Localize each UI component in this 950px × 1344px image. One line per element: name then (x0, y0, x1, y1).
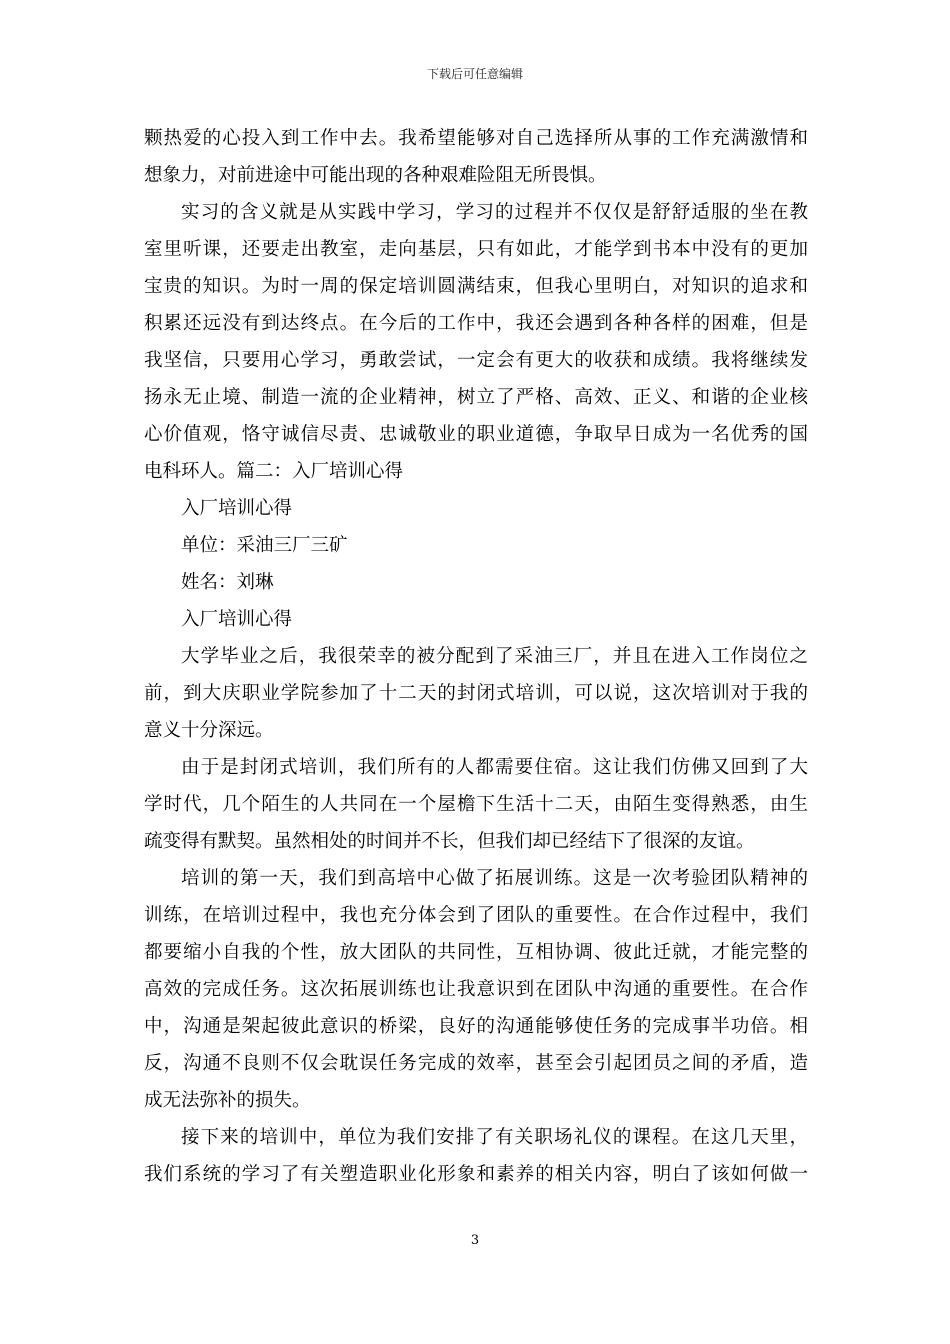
text-line: 颗热爱的心投入到工作中去。我希望能够对自己选择所从事的工作充满激情和 (144, 128, 808, 149)
text-line: 反，沟通不良则不仅会耽误任务完成的效率，甚至会引起团员之间的矛盾，造 (144, 1053, 808, 1074)
text-line: 心价值观，恪守诚信尽责、忠诚敬业的职业道德，争取早日成为一名优秀的国 (144, 424, 808, 445)
text-line: 培训的第一天，我们到高培中心做了拓展训练。这是一次考验团队精神的 (181, 868, 808, 889)
text-line: 实习的含义就是从实践中学习，学习的过程并不仅仅是舒舒适服的坐在教 (181, 202, 808, 223)
text-line: 我坚信，只要用心学习，勇敢尝试，一定会有更大的收获和成绩。我将继续发 (144, 350, 808, 371)
text-line: 高效的完成任务。这次拓展训练也让我意识到在团队中沟通的重要性。在合作 (144, 979, 808, 1000)
text-line: 单位：采油三厂三矿 (181, 535, 348, 556)
document-body (144, 120, 808, 1193)
text-line: 姓名：刘琳 (181, 572, 274, 593)
page-header: 下载后可任意编辑 (426, 67, 523, 81)
text-line: 前，到大庆职业学院参加了十二天的封闭式培训，可以说，这次培训对于我的 (144, 683, 808, 704)
text-line: 疏变得有默契。虽然相处的时间并不长，但我们却已经结下了很深的友谊。 (144, 831, 755, 852)
text-line: 宝贵的知识。为时一周的保定培训圆满结束，但我心里明白，对知识的追求和 (144, 276, 808, 297)
text-line: 都要缩小自我的个性，放大团队的共同性，互相协调、彼此迁就，才能完整的 (144, 942, 808, 963)
text-line: 室里听课，还要走出教室，走向基层，只有如此，才能学到书本中没有的更加 (144, 239, 808, 260)
text-line: 大学毕业之后，我很荣幸的被分配到了采油三厂，并且在进入工作岗位之 (181, 646, 808, 667)
text-line: 电科环人。篇二：入厂培训心得 (144, 461, 404, 482)
text-line: 接下来的培训中，单位为我们安排了有关职场礼仪的课程。在这几天里， (181, 1127, 808, 1148)
text-line: 扬永无止境、制造一流的企业精神，树立了严格、高效、正义、和谐的企业核 (144, 387, 808, 408)
text-line: 积累还远没有到达终点。在今后的工作中，我还会遇到各种各样的困难，但是 (144, 313, 808, 334)
text-line: 入厂培训心得 (181, 609, 293, 630)
text-line: 学时代，几个陌生的人共同在一个屋檐下生活十二天，由陌生变得熟悉，由生 (144, 794, 808, 815)
text-line: 成无法弥补的损失。 (144, 1090, 311, 1111)
text-line: 想象力，对前进途中可能出现的各种艰难险阻无所畏惧。 (144, 165, 607, 186)
text-line: 训练，在培训过程中，我也充分体会到了团队的重要性。在合作过程中，我们 (144, 905, 808, 926)
text-line: 意义十分深远。 (144, 720, 274, 741)
text-line: 由于是封闭式培训，我们所有的人都需要住宿。这让我们仿佛又回到了大 (181, 757, 808, 778)
text-line: 我们系统的学习了有关塑造职业化形象和素养的相关内容，明白了该如何做一 (144, 1164, 808, 1185)
page-number: 3 (470, 1233, 480, 1248)
text-line: 中，沟通是架起彼此意识的桥梁，良好的沟通能够使任务的完成事半功倍。相 (144, 1016, 808, 1037)
text-line: 入厂培训心得 (181, 498, 293, 519)
